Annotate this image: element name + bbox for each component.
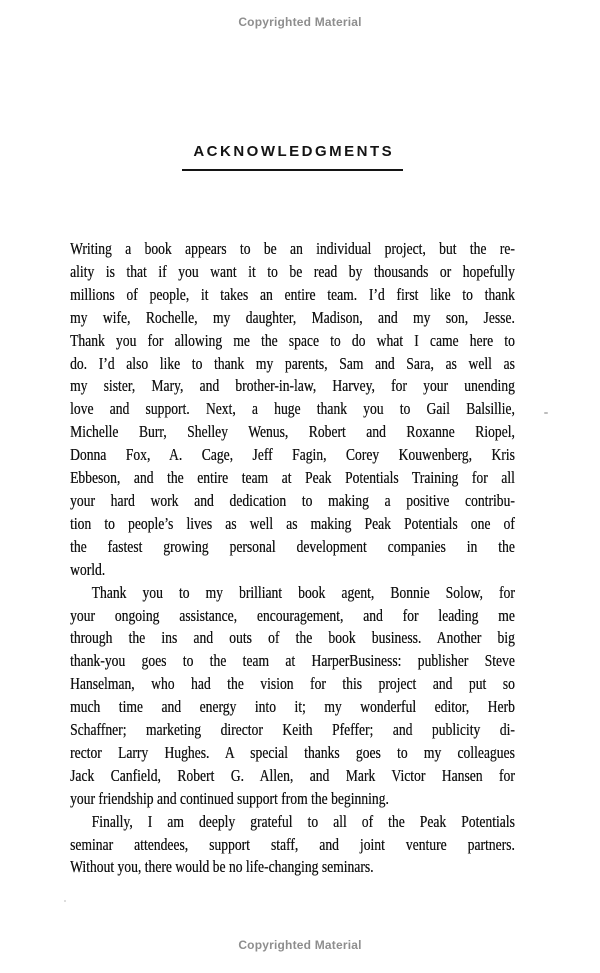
text-line: thank-you goes to the team at HarperBusiness: publisher Steve (70, 651, 515, 671)
text-line: the fastest growing personal development companies in the (70, 536, 515, 556)
scan-speck (544, 412, 548, 414)
text-line: Finally, I am deeply grateful to all of the Peak Potentials (91, 811, 515, 831)
paragraph (70, 238, 515, 582)
text-line: Donna Fox, A. Cage, Jeff Fagin, Corey Kouwenberg, Kris (70, 445, 515, 465)
paragraph (70, 582, 515, 811)
text-line: Thank you for allowing me the space to do what I came here to (70, 330, 515, 350)
text-line: ality is that if you want it to be read by thousands or hopefully (70, 261, 515, 281)
text-line: do. I’d also like to thank my parents, Sam and Sara, as well as (70, 353, 515, 373)
text-line: your hard work and dedication to making a positive contribu- (70, 490, 515, 510)
text-line: your friendship and continued support from the beginning. (70, 788, 389, 808)
text-line: Jack Canfield, Robert G. Allen, and Mark Victor Hansen for (70, 765, 515, 785)
chapter-heading: ACKNOWLEDGMENTS (193, 143, 395, 160)
text-line: seminar attendees, support staff, and joint venture partners. (70, 834, 515, 854)
text-line: Michelle Burr, Shelley Wenus, Robert and Roxanne Riopel, (70, 422, 515, 442)
text-line: love and support. Next, a huge thank you to Gail Balsillie, (70, 399, 515, 419)
text-line: tion to people’s lives as well as making Peak Potentials one of (70, 513, 515, 533)
text-line: Writing a book appears to be an individual project, but the re- (70, 239, 515, 258)
text-line: rector Larry Hughes. A special thanks goes to my colleagues (70, 742, 515, 762)
text-line: much time and energy into it; my wonderful editor, Herb (70, 697, 515, 717)
text-line: Schaffner; marketing director Keith Pfeffer; and publicity di- (70, 720, 515, 740)
heading-rule (182, 169, 403, 171)
text-line: Ebbeson, and the entire team at Peak Potentials Training for all (70, 468, 515, 488)
scan-speck (64, 900, 66, 902)
text-line: my sister, Mary, and brother-in-law, Harvey, for your unending (70, 376, 515, 396)
body-text (70, 238, 515, 879)
text-line: Without you, there would be no life-changing seminars. (70, 857, 374, 877)
text-line: world. (70, 559, 106, 579)
copyright-notice-bottom: Copyrighted Material (238, 938, 362, 952)
text-line: through the ins and outs of the book business. Another big (70, 628, 515, 648)
text-line: your ongoing assistance, encouragement, and for leading me (70, 605, 515, 625)
copyright-notice-top: Copyrighted Material (238, 15, 362, 29)
text-line: Thank you to my brilliant book agent, Bonnie Solow, for (91, 582, 515, 602)
text-line: my wife, Rochelle, my daughter, Madison, and my son, Jesse. (70, 307, 515, 327)
paragraph (70, 811, 515, 880)
text-line: millions of people, it takes an entire team. I’d first like to thank (70, 284, 515, 304)
text-line: Hanselman, who had the vision for this project and put so (70, 674, 515, 694)
